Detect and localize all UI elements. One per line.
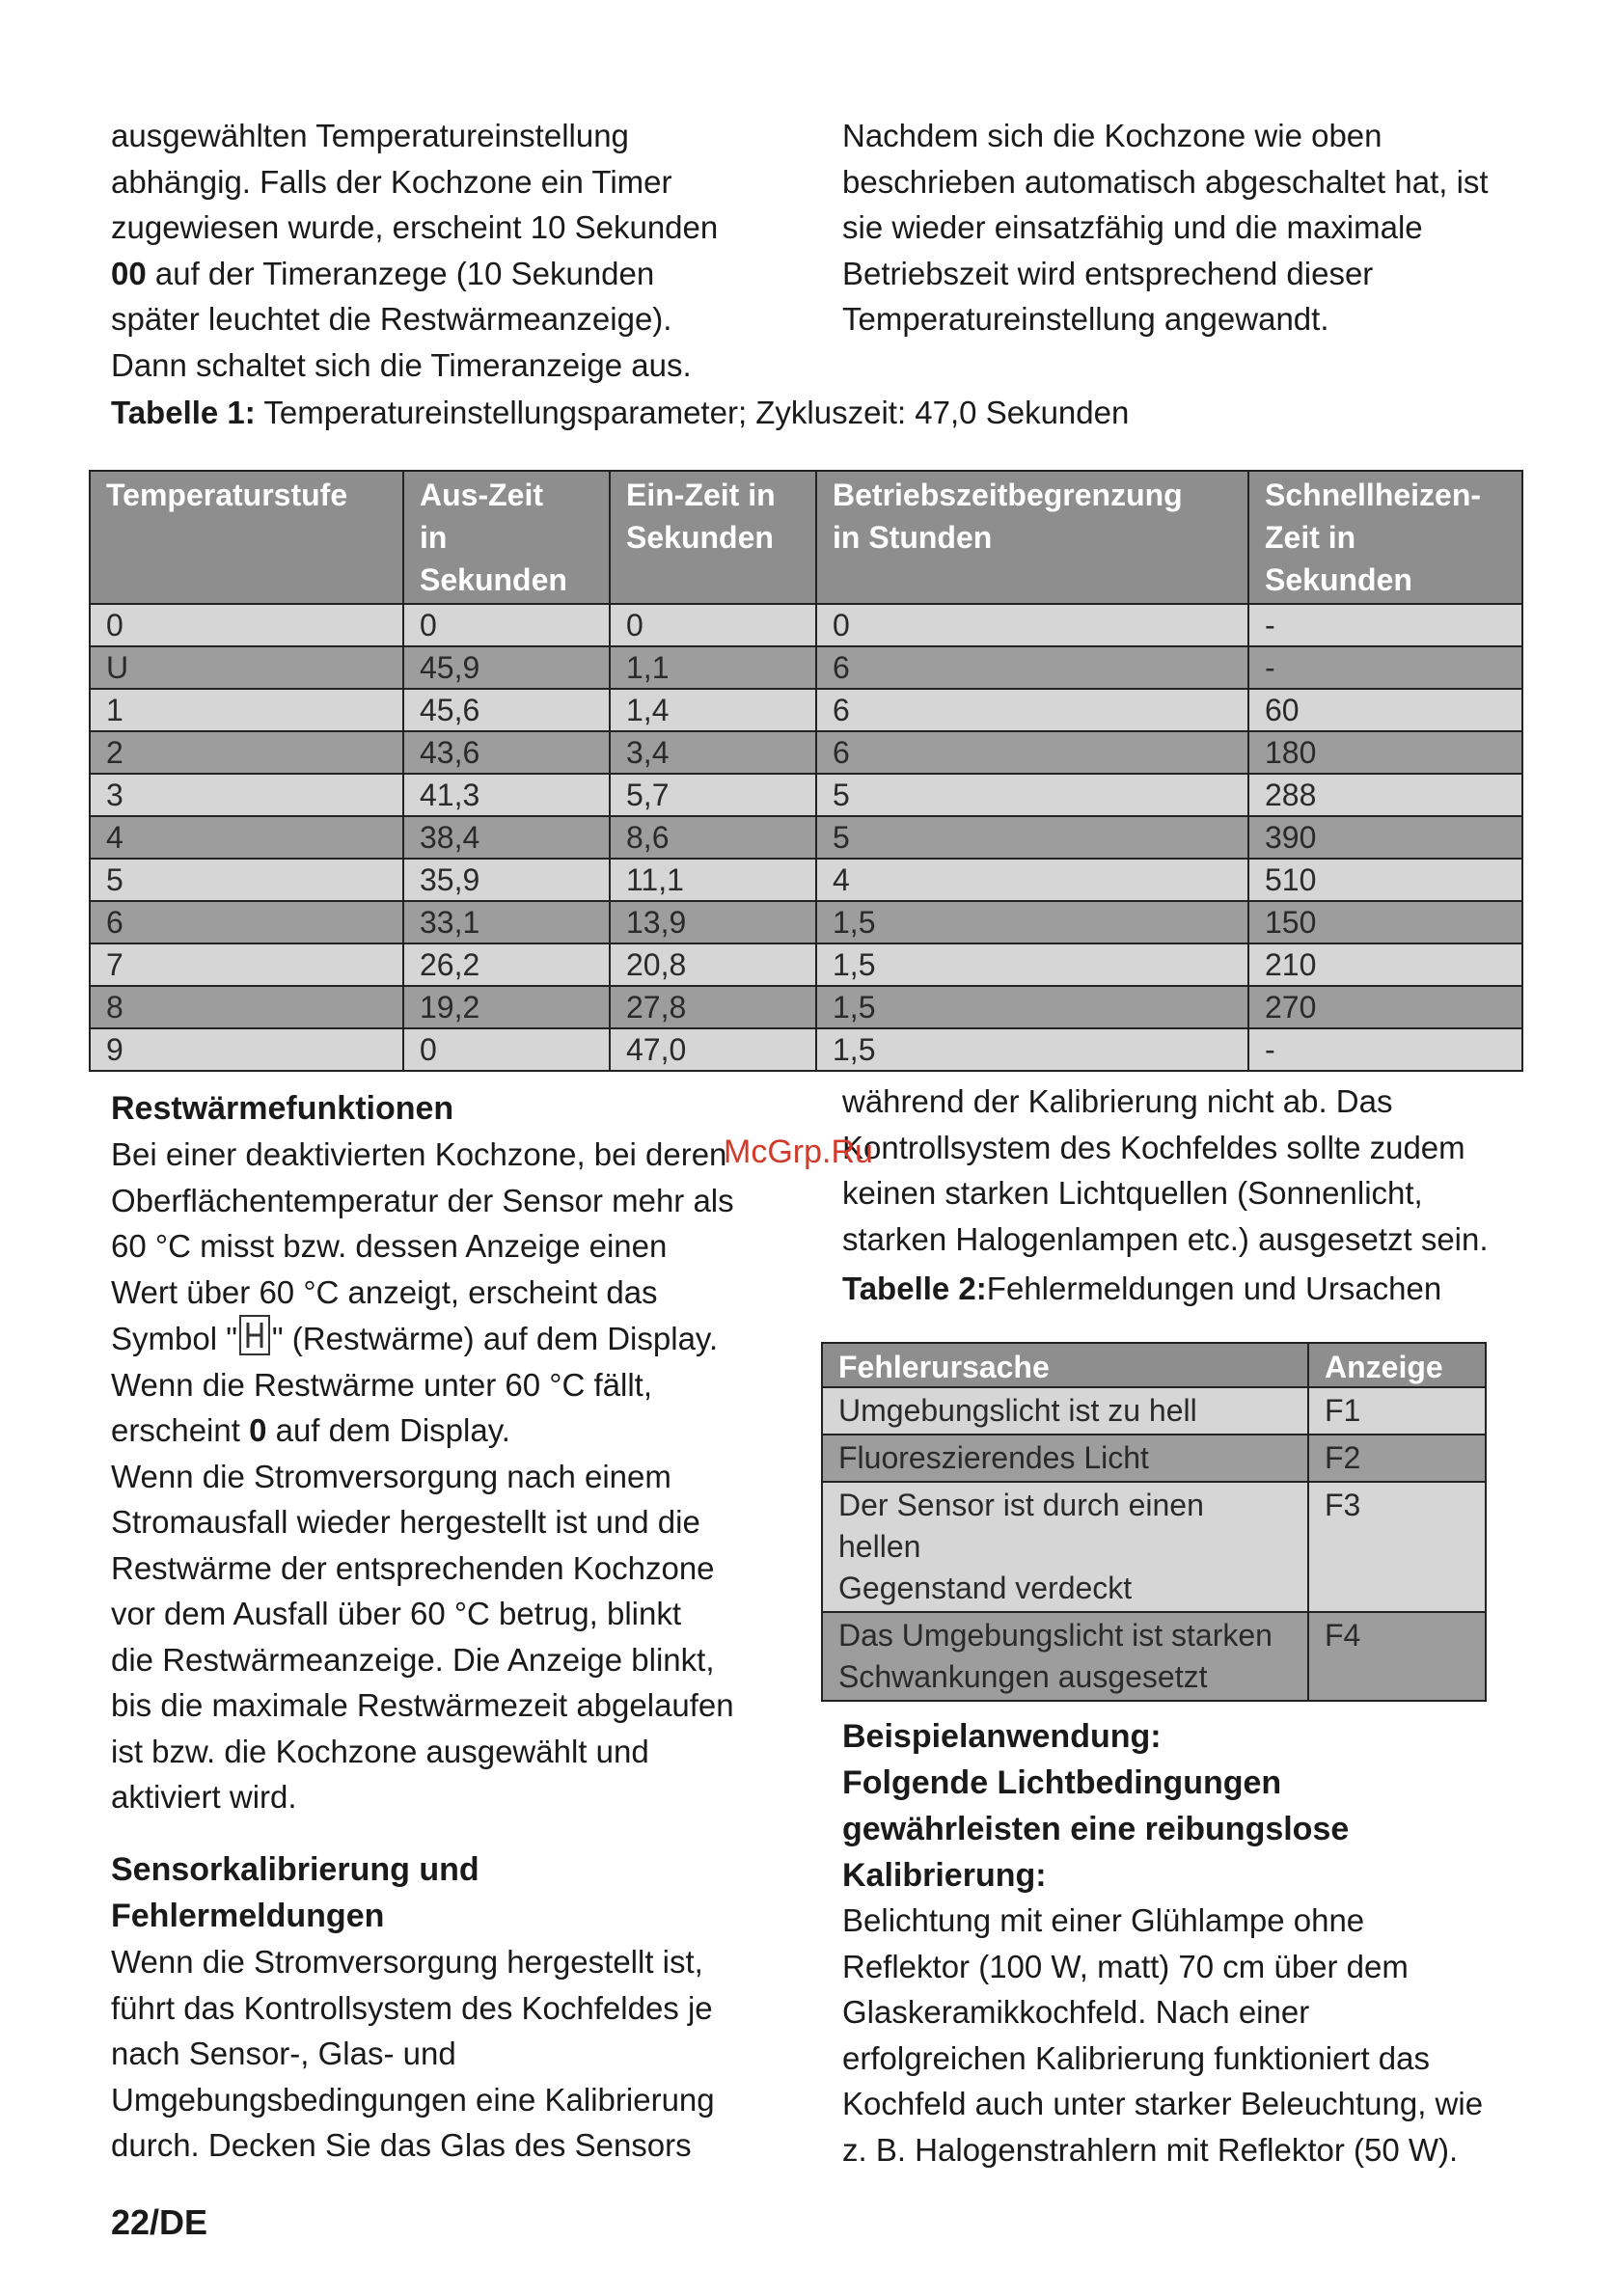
table2-code-cell: F3 (1308, 1482, 1486, 1612)
table2-row (822, 1435, 1486, 1482)
residual-heat-symbol-icon (239, 1315, 270, 1355)
intro-left-paragraph (111, 113, 718, 388)
table1-cell: 7 (90, 943, 403, 986)
text-line: beschrieben automatisch abgeschaltet hat, ist (842, 163, 1489, 200)
table2-cause-cell: Umgebungslicht ist zu hell (822, 1387, 1308, 1435)
text-line: gewährleisten eine reibungslose (842, 1811, 1350, 1847)
text-line: Umgebungsbedingungen eine Kalibrierung (111, 2081, 715, 2118)
text-line: Symbol " " (Restwärme) auf dem Display. (111, 1315, 734, 1362)
text-line: Kochfeld auch unter starker Beleuchtung, wie (842, 2086, 1484, 2121)
sensor-heading (111, 1846, 479, 1939)
table1-cell: 47,0 (610, 1028, 816, 1071)
table1-cell: 0 (816, 604, 1248, 646)
table1-cell: 8,6 (610, 816, 816, 859)
text-line: Oberflächentemperatur der Sensor mehr als (111, 1182, 734, 1218)
table1-cell: 6 (90, 901, 403, 943)
text-line: Fehlermeldungen (111, 1898, 385, 1934)
table1-row (90, 731, 1522, 774)
text-line: durch. Decken Sie das Glas des Sensors (111, 2127, 692, 2163)
text-line: ist bzw. die Kochzone ausgewählt und (111, 1733, 649, 1769)
table1-cell: 8 (90, 986, 403, 1028)
text-line: keinen starken Lichtquellen (Sonnenlicht, (842, 1175, 1423, 1211)
text-line: Kalibrierung: (842, 1857, 1047, 1894)
text-line: Wert über 60 °C anzeigt, erscheint das (111, 1273, 658, 1310)
table1-cell: 45,6 (403, 689, 610, 731)
page-number: 22/DE (111, 2202, 208, 2242)
watermark: McGrp.Ru (724, 1134, 873, 1170)
table1-header-cell: Aus-Zeit in Sekunden (403, 471, 610, 604)
table1-cell: 510 (1248, 859, 1522, 901)
text-line: führt das Kontrollsystem des Kochfeldes je (111, 1989, 713, 2026)
text-line: erscheint 0 auf dem Display. (111, 1412, 510, 1448)
table1-cell: 5 (816, 774, 1248, 816)
table1-row (90, 604, 1522, 646)
table1-cell: 19,2 (403, 986, 610, 1028)
table1-caption-label: Tabelle 1: (111, 395, 256, 430)
table2-code-cell: F1 (1308, 1387, 1486, 1435)
text-line: 60 °C misst bzw. dessen Anzeige einen (111, 1228, 668, 1264)
table1-cell: 0 (90, 604, 403, 646)
text-line: abhängig. Falls der Kochzone ein Timer (111, 163, 672, 200)
text-line: nach Sensor-, Glas- und (111, 2036, 456, 2071)
table1-cell: 26,2 (403, 943, 610, 986)
table1-cell: 60 (1248, 689, 1522, 731)
table1-cell: U (90, 646, 403, 689)
example-paragraph (842, 1898, 1483, 2173)
table1-row (90, 986, 1522, 1028)
restwaerme-heading: Restwärmefunktionen (111, 1090, 454, 1127)
text-line: Sensorkalibrierung und (111, 1851, 479, 1888)
intro-right-paragraph (842, 113, 1489, 342)
example-heading (842, 1713, 1349, 1899)
table1-header-cell: Schnellheizen- Zeit in Sekunden (1248, 471, 1522, 604)
table1-caption (111, 392, 1129, 434)
text-line: erfolgreichen Kalibrierung funktioniert das (842, 2039, 1431, 2076)
table2-caption (842, 1268, 1441, 1310)
table1-row (90, 816, 1522, 859)
table1-cell: 3,4 (610, 731, 816, 774)
text-line: Reflektor (100 W, matt) 70 cm über dem (842, 1948, 1409, 1984)
text-line: Stromausfall wieder hergestellt ist und die (111, 1504, 700, 1540)
text-line: später leuchtet die Restwärmeanzeige). (111, 301, 672, 337)
table2-header-cell: Fehlerursache (822, 1343, 1308, 1387)
text-line: Temperatureinstellung angewandt. (842, 301, 1329, 337)
table1-row (90, 689, 1522, 731)
table1-cell: 3 (90, 774, 403, 816)
table1-cell: 1 (90, 689, 403, 731)
text-line: Glaskeramikkochfeld. Nach einer (842, 1994, 1310, 2030)
table1-row (90, 774, 1522, 816)
table1-cell: 6 (816, 646, 1248, 689)
table1-cell: 5,7 (610, 774, 816, 816)
table1-row (90, 646, 1522, 689)
text-line: Wenn die Stromversorgung hergestellt ist, (111, 1944, 703, 1980)
table1-cell: 5 (90, 859, 403, 901)
text-line: aktiviert wird. (111, 1779, 297, 1815)
table1-cell: 6 (816, 731, 1248, 774)
table1-cell: 6 (816, 689, 1248, 731)
text-line: Betriebszeit wird entsprechend dieser (842, 255, 1374, 291)
table2-cause-cell: Das Umgebungslicht ist starken Schwankungen ausgesetzt (822, 1612, 1308, 1701)
table2-row (822, 1387, 1486, 1435)
table1-cell: 210 (1248, 943, 1522, 986)
table2-cause-cell: Der Sensor ist durch einen hellen Gegenstand verdeckt (822, 1482, 1308, 1612)
table1-cell: 20,8 (610, 943, 816, 986)
text-line: ausgewählten Temperatureinstellung (111, 118, 629, 153)
text-line: während der Kalibrierung nicht ab. Das (842, 1083, 1393, 1119)
restwaerme-paragraph (111, 1132, 734, 1820)
table1-header-cell: Betriebszeitbegrenzung in Stunden (816, 471, 1248, 604)
table1-cell: 288 (1248, 774, 1522, 816)
table1-cell: 11,1 (610, 859, 816, 901)
table1-cell: 35,9 (403, 859, 610, 901)
table1-cell: - (1248, 1028, 1522, 1071)
table1-cell: - (1248, 646, 1522, 689)
table1-cell: 33,1 (403, 901, 610, 943)
text-line: Restwärme der entsprechenden Kochzone (111, 1549, 715, 1586)
table1-cell: 9 (90, 1028, 403, 1071)
text-line: 00 auf der Timeranzege (10 Sekunden (111, 255, 655, 291)
table1-cell: 0 (403, 1028, 610, 1071)
text-line: Bei einer deaktivierten Kochzone, bei deren (111, 1136, 727, 1172)
text-line: die Restwärmeanzeige. Die Anzeige blinkt, (111, 1641, 715, 1678)
table1-cell: 2 (90, 731, 403, 774)
table1-cell: 1,4 (610, 689, 816, 731)
table1-cell: - (1248, 604, 1522, 646)
table1-cell: 1,5 (816, 943, 1248, 986)
table2-code-cell: F2 (1308, 1435, 1486, 1482)
text-line: bis die maximale Restwärmezeit abgelaufen (111, 1687, 734, 1723)
table1-header-cell: Temperaturstufe (90, 471, 403, 604)
table1-cell: 0 (403, 604, 610, 646)
table1-cell: 43,6 (403, 731, 610, 774)
table1-cell: 45,9 (403, 646, 610, 689)
text-line: Beispielanwendung: (842, 1718, 1162, 1755)
text-line: Nachdem sich die Kochzone wie oben (842, 118, 1382, 153)
table2-error-messages (821, 1342, 1487, 1702)
table1-cell: 4 (816, 859, 1248, 901)
text-line: vor dem Ausfall über 60 °C betrug, blinkt (111, 1596, 682, 1631)
text-line: starken Halogenlampen etc.) ausgesetzt sein. (842, 1220, 1489, 1257)
table1-cell: 0 (610, 604, 816, 646)
table2-row (822, 1482, 1486, 1612)
sensor-paragraph (111, 1939, 715, 2169)
text-line: Dann schaltet sich die Timeranzeige aus. (111, 346, 692, 383)
text-line: Wenn die Stromversorgung nach einem (111, 1458, 671, 1494)
table1-cell: 27,8 (610, 986, 816, 1028)
table2-cause-cell: Fluoreszierendes Licht (822, 1435, 1308, 1482)
text-line: Folgende Lichtbedingungen (842, 1764, 1282, 1801)
table1-cell: 270 (1248, 986, 1522, 1028)
table2-row (822, 1612, 1486, 1701)
table1-cell: 38,4 (403, 816, 610, 859)
table1-cell: 1,1 (610, 646, 816, 689)
table1-cell: 5 (816, 816, 1248, 859)
table1-cell: 4 (90, 816, 403, 859)
text-line: Belichtung mit einer Glühlampe ohne (842, 1902, 1365, 1938)
table2-caption-label: Tabelle 2: (842, 1271, 987, 1306)
table1-cell: 180 (1248, 731, 1522, 774)
text-line: Kontrollsystem des Kochfeldes sollte zudem (842, 1129, 1465, 1165)
table1-cell: 150 (1248, 901, 1522, 943)
table2-code-cell: F4 (1308, 1612, 1486, 1701)
text-line: z. B. Halogenstrahlern mit Reflektor (50 W). (842, 2131, 1459, 2168)
calibration-right-paragraph (842, 1079, 1489, 1262)
table1-cell: 1,5 (816, 986, 1248, 1028)
table1-temperature-parameters (89, 470, 1523, 1072)
table1-cell: 41,3 (403, 774, 610, 816)
table2-caption-text: Fehlermeldungen und Ursachen (986, 1271, 1442, 1306)
table1-cell: 1,5 (816, 1028, 1248, 1071)
table1-caption-text: Temperatureinstellungsparameter; Zykluszeit: 47,0 Sekunden (255, 395, 1130, 430)
table1-row (90, 943, 1522, 986)
table1-row (90, 859, 1522, 901)
table1-header-cell: Ein-Zeit in Sekunden (610, 471, 816, 604)
text-line: Wenn die Restwärme unter 60 °C fällt, (111, 1366, 652, 1403)
text-line: sie wieder einsatzfähig und die maximale (842, 209, 1423, 245)
table2-header-cell: Anzeige (1308, 1343, 1486, 1387)
table1-cell: 1,5 (816, 901, 1248, 943)
table1-cell: 390 (1248, 816, 1522, 859)
text-line: zugewiesen wurde, erscheint 10 Sekunden (111, 209, 719, 245)
table1-row (90, 901, 1522, 943)
table1-row (90, 1028, 1522, 1071)
table1-cell: 13,9 (610, 901, 816, 943)
